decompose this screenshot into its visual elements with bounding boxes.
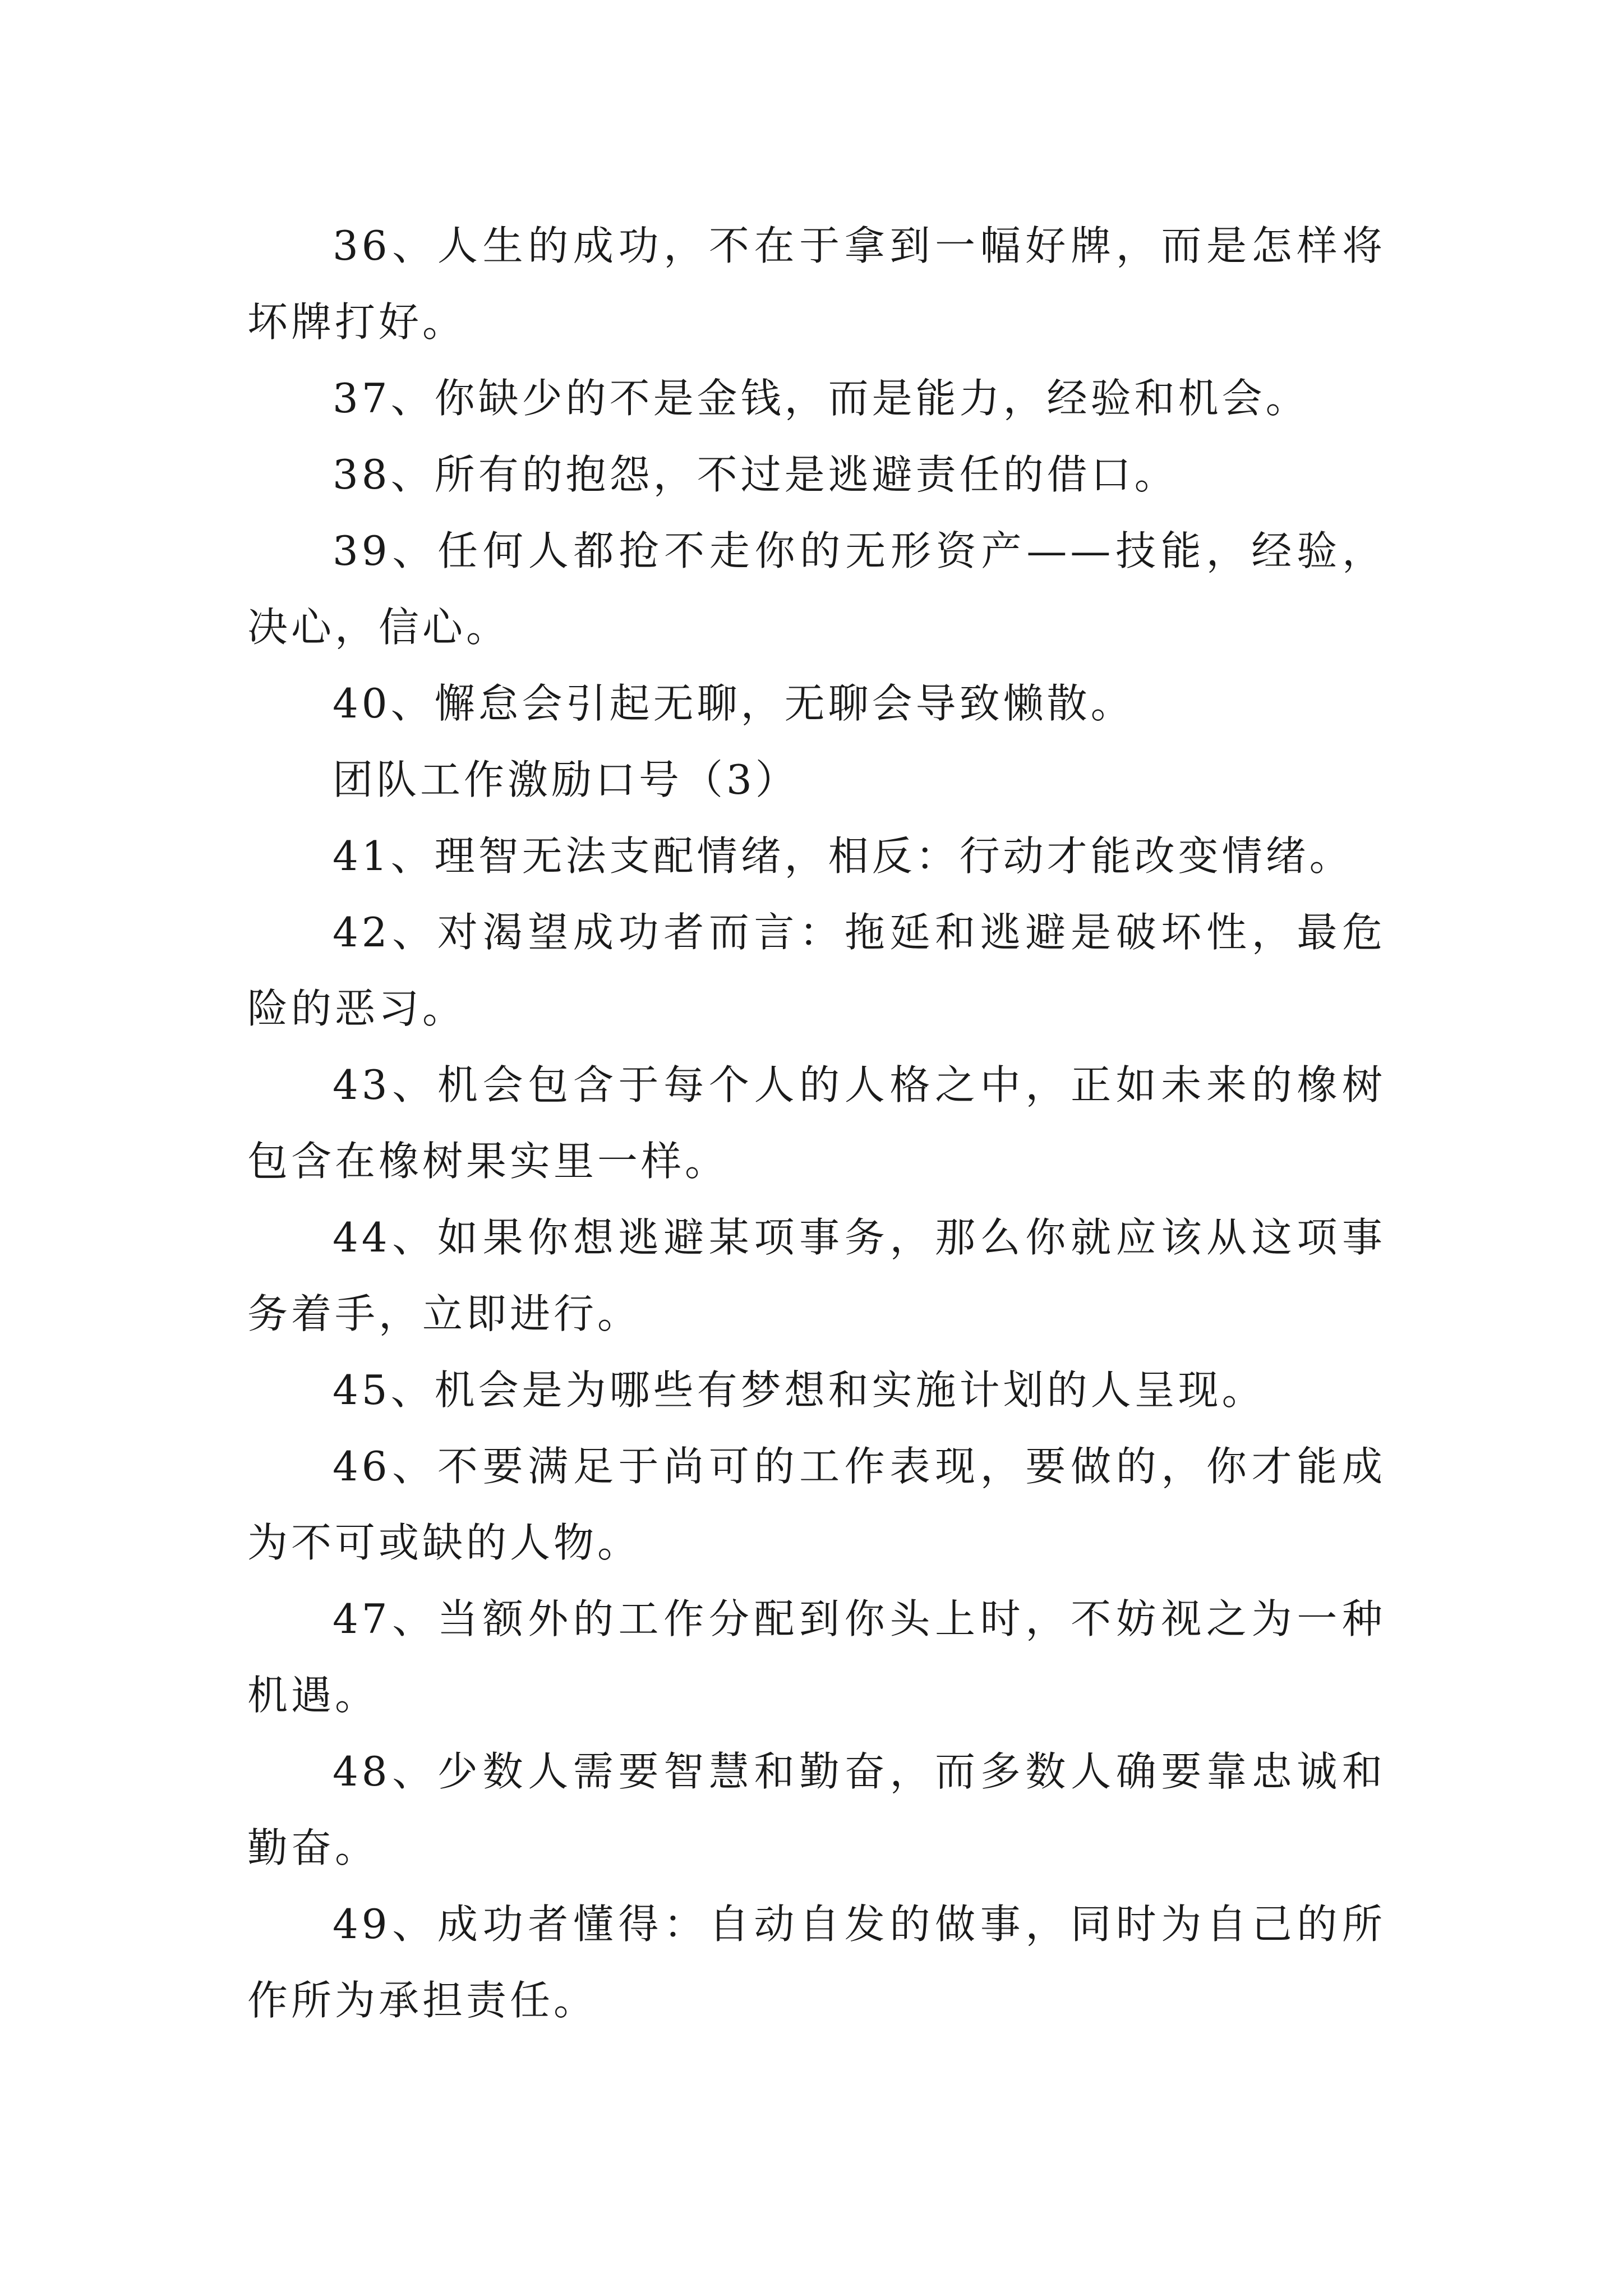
quote-44: 44、如果你想逃避某项事务，那么你就应该从这项事务着手，立即进行。 xyxy=(247,1214,1386,1337)
quote-48: 48、少数人需要智慧和勤奋，而多数人确要靠忠诚和勤奋。 xyxy=(247,1748,1386,1871)
quote-45: 45、机会是为哪些有梦想和实施计划的人呈现。 xyxy=(333,1366,1266,1414)
quote-41: 41、理智无法支配情绪，相反：行动才能改变情绪。 xyxy=(333,832,1353,880)
quote-37: 37、你缺少的不是金钱，而是能力，经验和机会。 xyxy=(333,375,1310,422)
document-body xyxy=(247,208,1386,2039)
quote-47: 47、当额外的工作分配到你头上时，不妨视之为一种机遇。 xyxy=(247,1595,1386,1719)
section-heading: 团队工作激励口号（3） xyxy=(333,756,799,803)
quote-40: 40、懈怠会引起无聊，无聊会导致懒散。 xyxy=(333,680,1135,727)
quote-39: 39、任何人都抢不走你的无形资产——技能，经验，决心，信心。 xyxy=(247,527,1386,651)
quote-49: 49、成功者懂得：自动自发的做事，同时为自己的所作所为承担责任。 xyxy=(247,1901,1386,2024)
quote-42: 42、对渴望成功者而言：拖延和逃避是破坏性，最危险的恶习。 xyxy=(247,909,1386,1032)
quote-46: 46、不要满足于尚可的工作表现，要做的，你才能成为不可或缺的人物。 xyxy=(247,1443,1386,1566)
quote-36: 36、人生的成功，不在于拿到一幅好牌，而是怎样将坏牌打好。 xyxy=(247,222,1386,346)
quote-38: 38、所有的抱怨，不过是逃避责任的借口。 xyxy=(333,451,1178,498)
quote-43: 43、机会包含于每个人的人格之中，正如未来的橡树包含在橡树果实里一样。 xyxy=(247,1061,1386,1185)
